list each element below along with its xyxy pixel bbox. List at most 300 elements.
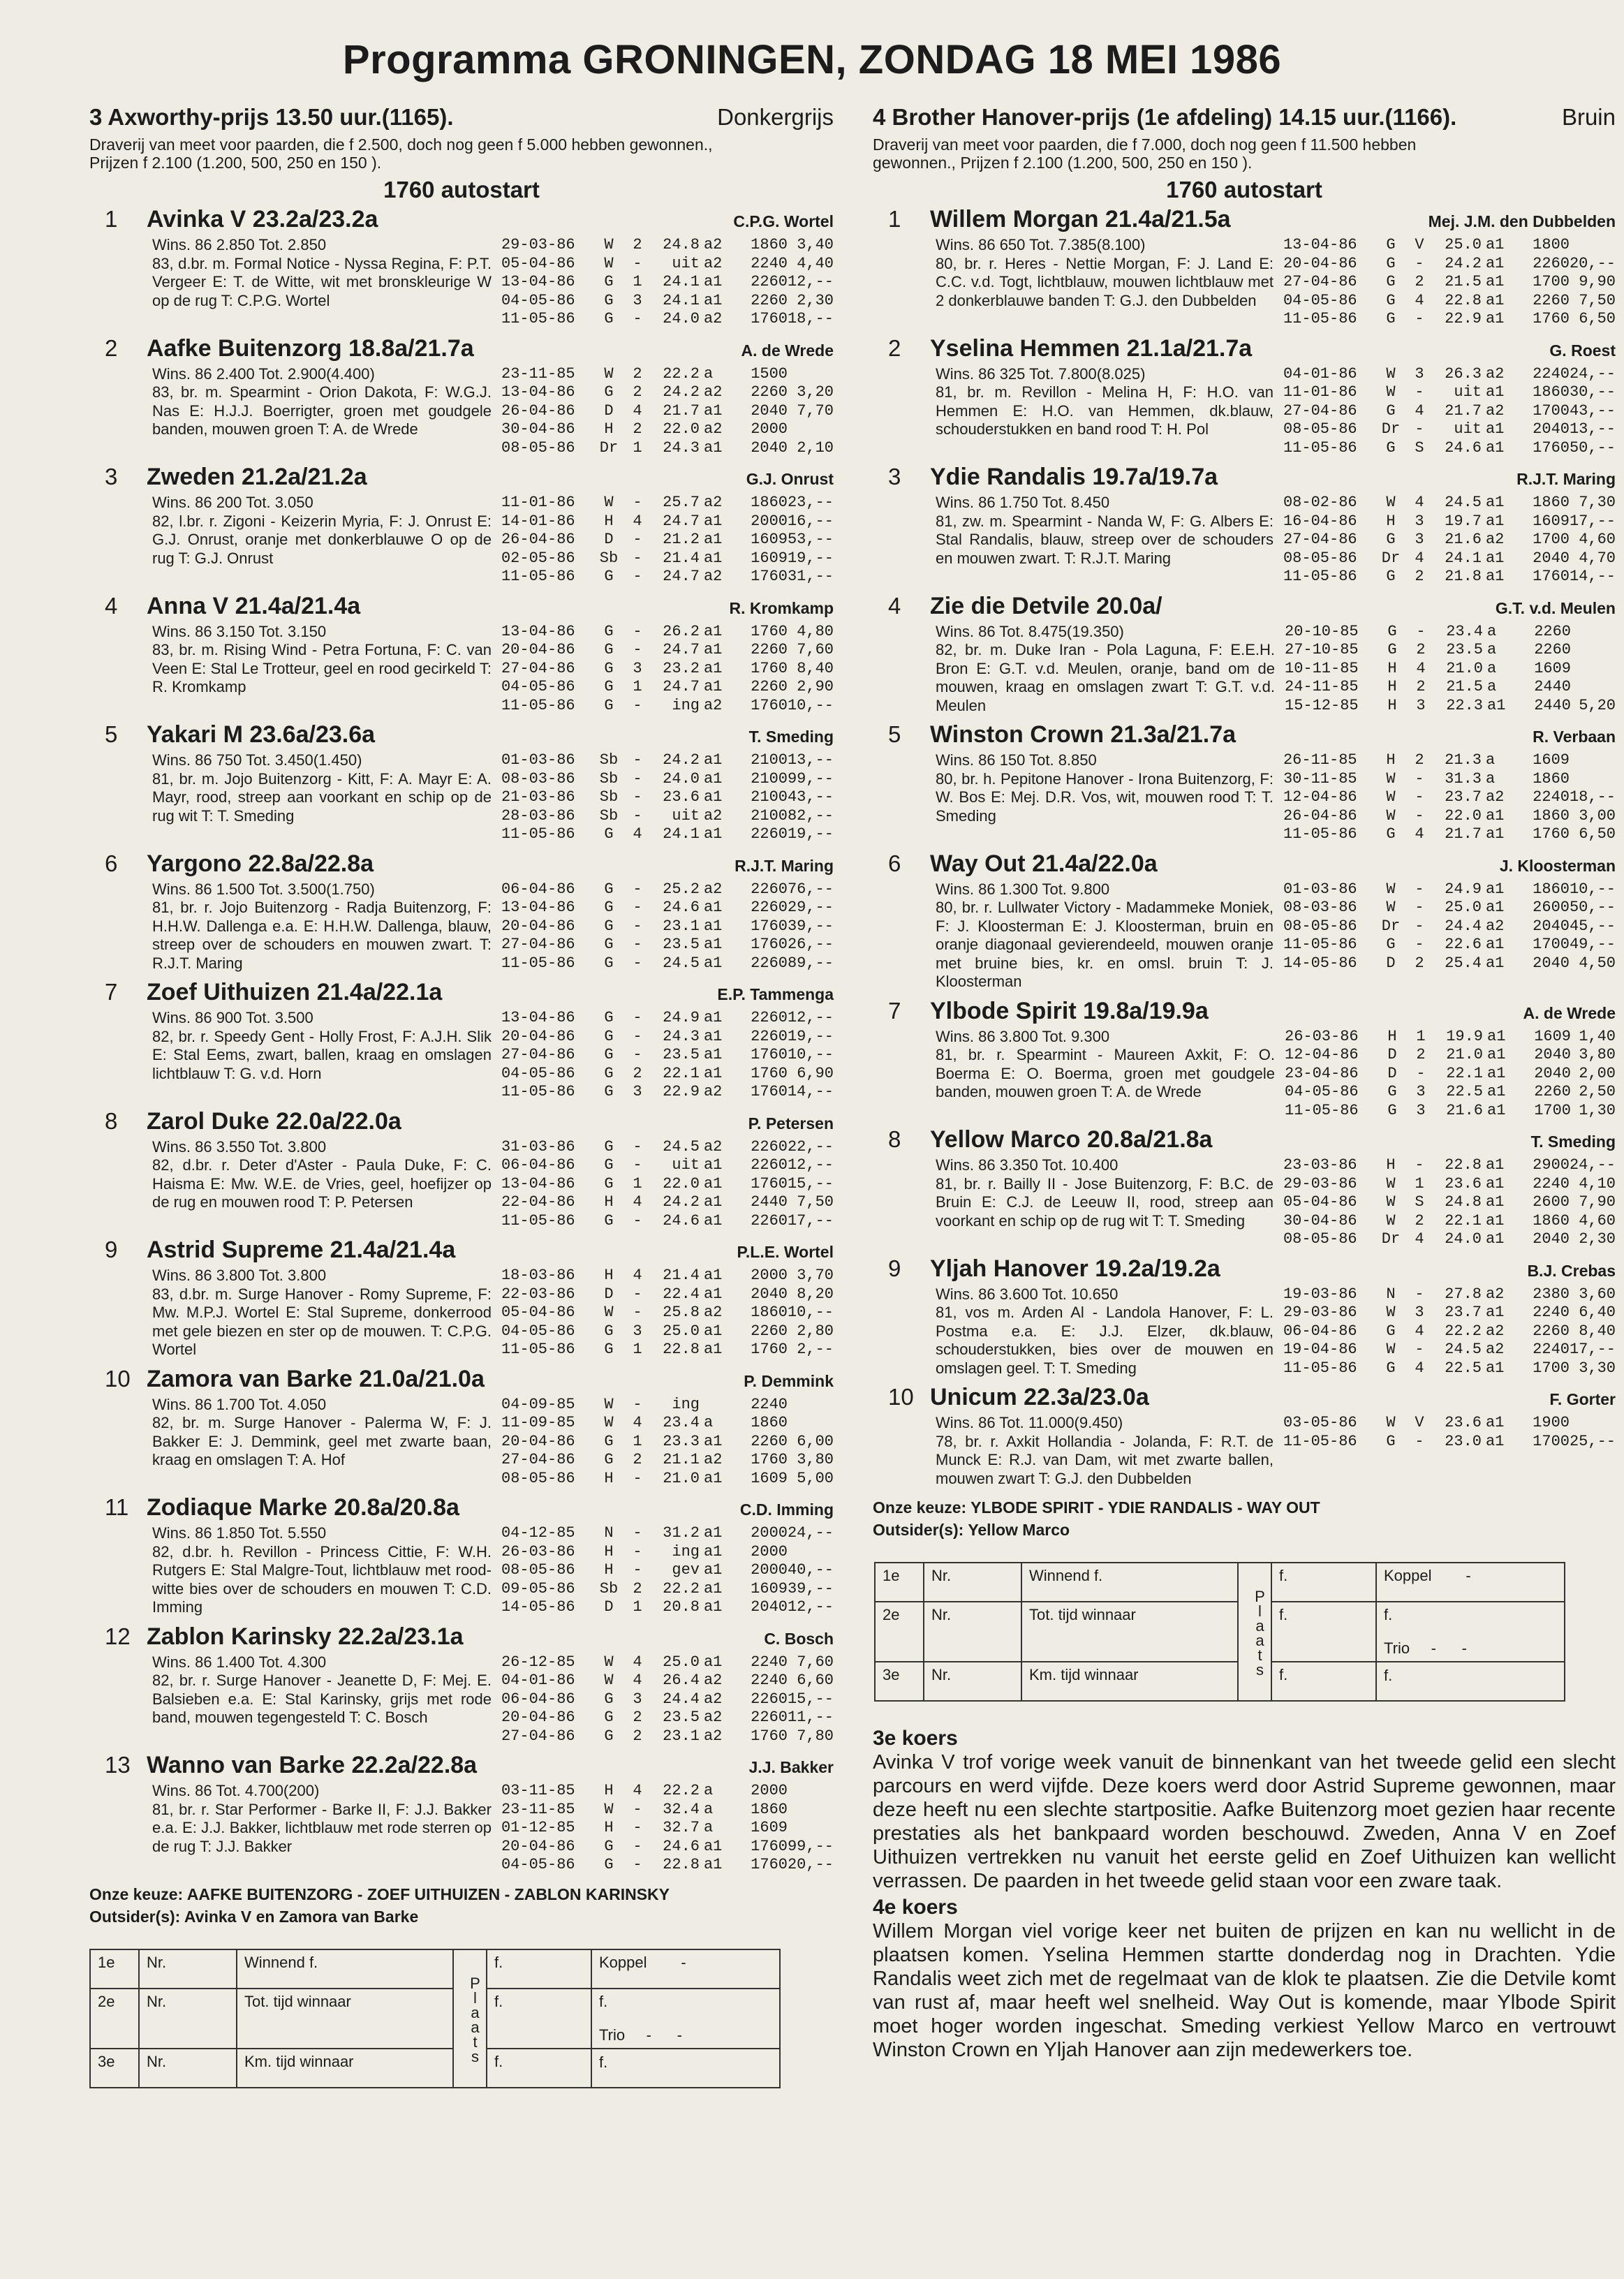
result-time: 24.5 bbox=[663, 954, 700, 972]
result-row bbox=[1283, 954, 1616, 973]
result-time: 22.1 bbox=[1446, 1064, 1483, 1082]
result-position: 4 bbox=[1415, 1322, 1424, 1340]
result-class: a1 bbox=[703, 1653, 723, 1671]
result-odds: 4,60 bbox=[1579, 1211, 1616, 1230]
result-time: 24.0 bbox=[663, 769, 700, 788]
result-position: - bbox=[1415, 310, 1424, 327]
result-time: 24.0 bbox=[1445, 1230, 1482, 1248]
bet-entry-row bbox=[90, 2049, 780, 2088]
horse-number: 7 bbox=[105, 979, 118, 1005]
result-time: 24.6 bbox=[663, 1837, 700, 1855]
result-date: 11-05-86 bbox=[1283, 438, 1357, 457]
result-distance: 1700 bbox=[1533, 1359, 1570, 1377]
horse-winnings: Wins. 86 3.150 Tot. 3.150 bbox=[152, 622, 327, 640]
horse-winnings: Wins. 86 200 Tot. 3.050 bbox=[152, 494, 313, 511]
horse-header bbox=[873, 997, 1616, 1028]
result-position: 4 bbox=[1415, 1230, 1424, 1248]
result-track: G bbox=[1386, 1322, 1396, 1340]
entry-nr[interactable]: Nr. bbox=[139, 1989, 237, 2049]
result-class: a bbox=[703, 1782, 714, 1799]
result-class: a1 bbox=[703, 1174, 723, 1193]
result-track: G bbox=[604, 1174, 614, 1193]
result-row bbox=[501, 641, 834, 660]
result-class: a2 bbox=[703, 236, 723, 253]
result-position: 4 bbox=[633, 1672, 642, 1689]
result-distance: 1609 bbox=[751, 531, 788, 548]
result-time: 21.5 bbox=[1446, 678, 1483, 695]
result-class: a1 bbox=[703, 1856, 723, 1873]
result-position: - bbox=[633, 310, 642, 327]
entry-amount[interactable]: f. bbox=[487, 2049, 591, 2088]
result-class: a1 bbox=[703, 1322, 723, 1340]
result-row bbox=[501, 273, 834, 292]
result-class: a1 bbox=[703, 899, 723, 916]
result-date: 01-03-86 bbox=[1283, 880, 1357, 898]
horse-number: 1 bbox=[105, 206, 118, 232]
result-class: a1 bbox=[703, 1156, 723, 1174]
result-time: uit bbox=[672, 806, 700, 825]
result-odds: 2,30 bbox=[1579, 1230, 1616, 1248]
result-date: 11-05-86 bbox=[501, 568, 575, 585]
result-distance: 1500 bbox=[751, 364, 788, 383]
result-track: W bbox=[604, 364, 614, 383]
horse-description bbox=[152, 1782, 501, 1875]
horse-header bbox=[89, 1107, 834, 1138]
result-class: a2 bbox=[703, 1137, 723, 1156]
result-row bbox=[1283, 255, 1616, 274]
horse-entry bbox=[89, 592, 834, 716]
result-track: H bbox=[1387, 678, 1397, 695]
result-position: - bbox=[1415, 1341, 1424, 1358]
result-position: 1 bbox=[633, 1174, 642, 1193]
result-distance: 2440 bbox=[751, 1193, 788, 1211]
result-track: G bbox=[604, 1211, 614, 1230]
result-time: 25.2 bbox=[663, 880, 700, 898]
result-track: G bbox=[604, 696, 614, 714]
result-time: 24.7 bbox=[663, 678, 700, 695]
result-odds bbox=[788, 1543, 834, 1562]
result-date: 12-04-86 bbox=[1283, 788, 1357, 806]
horse-body bbox=[936, 1285, 1616, 1378]
result-position: 4 bbox=[633, 1782, 642, 1799]
result-distance: 1760 bbox=[1533, 310, 1570, 327]
result-position: - bbox=[633, 1469, 642, 1487]
result-class: a1 bbox=[703, 1561, 723, 1579]
result-distance: 2600 bbox=[1533, 899, 1570, 916]
entry-nr[interactable]: Nr. bbox=[139, 1949, 237, 1989]
result-distance: 1760 bbox=[751, 936, 788, 953]
result-class: a1 bbox=[1485, 1230, 1505, 1248]
result-time: 24.7 bbox=[663, 568, 700, 585]
commentary-text: Avinka V trof vorige week vanuit de binnenkant van het tweede gelid een slecht parcours en werd vijfde. Deze koers werd door Astrid Supreme gewonnen, maar deze heeft nu een slechte startpositie. Aafke Buitenzorg moet gezien haar recente prestaties als het bankpaard worden beschouwd. Zweden, Anna V en Zoef Uithuizen vertrekken nu vanuit het eerste gelid en Zoef Uithuizen kan wellicht verrassen. De paarden in het tweede gelid staan voor een zware taak. bbox=[873, 1751, 1616, 1892]
result-position: 2 bbox=[633, 1727, 642, 1745]
result-odds: 12,-- bbox=[787, 1156, 834, 1174]
result-track: D bbox=[1387, 1046, 1397, 1063]
result-time: 23.7 bbox=[1445, 788, 1482, 806]
result-track: G bbox=[604, 880, 614, 898]
horse-description bbox=[152, 623, 501, 716]
horse-entry bbox=[89, 464, 834, 587]
horse-trainer: R.J.T. Maring bbox=[735, 856, 834, 875]
result-distance: 2040 bbox=[751, 438, 788, 457]
result-distance: 1609 bbox=[751, 1819, 788, 1836]
horse-header bbox=[89, 1494, 834, 1524]
result-distance: 1609 bbox=[751, 1469, 788, 1487]
result-date: 02-05-86 bbox=[501, 549, 575, 567]
horse-body bbox=[152, 1653, 834, 1746]
result-odds: 10,-- bbox=[1569, 880, 1616, 898]
result-date: 14-05-86 bbox=[1283, 954, 1357, 972]
result-date: 04-05-86 bbox=[501, 678, 575, 695]
result-track: G bbox=[604, 1156, 614, 1174]
result-date: 27-04-86 bbox=[501, 1046, 575, 1063]
result-distance: 2260 bbox=[751, 899, 788, 916]
result-date: 30-04-86 bbox=[501, 420, 575, 438]
result-odds: 2,30 bbox=[797, 291, 834, 309]
entry-combo[interactable]: Koppel - bbox=[591, 1949, 780, 1989]
result-track: G bbox=[1386, 1432, 1396, 1450]
horse-body bbox=[152, 1138, 834, 1231]
horse-name: Way Out 21.4a/22.0a bbox=[930, 850, 1158, 877]
result-class: a1 bbox=[703, 1542, 723, 1561]
result-odds: 6,90 bbox=[797, 1064, 834, 1082]
result-class: a1 bbox=[703, 954, 723, 972]
horse-trainer: A. de Wrede bbox=[741, 341, 834, 360]
result-time: 24.4 bbox=[663, 1690, 700, 1708]
result-track: W bbox=[604, 254, 614, 272]
horse-name: Aafke Buitenzorg 18.8a/21.7a bbox=[147, 334, 474, 362]
horse-winnings: Wins. 86 1.300 Tot. 9.800 bbox=[936, 880, 1110, 898]
horse-entry bbox=[873, 997, 1616, 1121]
result-time: uit bbox=[1454, 383, 1482, 401]
result-time: ing bbox=[672, 1542, 700, 1561]
result-track: Dr bbox=[1381, 1230, 1401, 1248]
entry-amount[interactable]: f. bbox=[487, 1989, 591, 2049]
horse-results bbox=[501, 1396, 834, 1489]
horse-name: Winston Crown 21.3a/21.7a bbox=[930, 721, 1237, 748]
result-date: 13-04-86 bbox=[501, 899, 575, 916]
entry-amount[interactable]: f. bbox=[1271, 1602, 1376, 1662]
horse-trainer: P.L.E. Wortel bbox=[737, 1243, 834, 1261]
horse-name: Yakari M 23.6a/23.6a bbox=[147, 721, 376, 748]
result-distance: 1860 bbox=[751, 236, 788, 253]
result-position: - bbox=[1415, 383, 1424, 401]
result-position: - bbox=[1415, 880, 1424, 898]
result-track: D bbox=[1387, 1064, 1397, 1082]
result-distance: 2040 bbox=[751, 1285, 788, 1303]
result-row bbox=[501, 550, 834, 568]
result-time: 23.0 bbox=[1445, 1432, 1482, 1450]
entry-combo[interactable]: Koppel - bbox=[1376, 1563, 1565, 1602]
result-time: 22.1 bbox=[663, 1064, 700, 1082]
horse-winnings: Wins. 86 3.800 Tot. 9.300 bbox=[936, 1027, 1110, 1045]
result-date: 11-01-86 bbox=[501, 494, 575, 511]
result-odds: 17,-- bbox=[1569, 512, 1616, 530]
result-class: a2 bbox=[703, 1690, 723, 1708]
result-distance: 1760 bbox=[751, 1451, 788, 1468]
result-class: a1 bbox=[703, 1524, 723, 1542]
result-date: 03-05-86 bbox=[1283, 1414, 1357, 1431]
result-track: G bbox=[1386, 310, 1396, 327]
result-distance: 2260 bbox=[1534, 1083, 1571, 1100]
result-date: 23-11-85 bbox=[501, 364, 575, 383]
result-class: a1 bbox=[703, 273, 723, 290]
result-distance: 2260 bbox=[1533, 291, 1570, 309]
result-time: 21.7 bbox=[663, 401, 700, 420]
result-row bbox=[1283, 420, 1616, 439]
result-position: - bbox=[1415, 788, 1424, 806]
result-odds: 6,50 bbox=[1579, 310, 1616, 327]
horse-results bbox=[501, 1138, 834, 1231]
result-row bbox=[1285, 641, 1616, 660]
result-date: 16-04-86 bbox=[1283, 512, 1357, 530]
result-row bbox=[501, 1156, 834, 1175]
result-track: G bbox=[604, 383, 614, 401]
result-distance: 2240 bbox=[751, 254, 788, 272]
entry-nr[interactable]: Nr. bbox=[924, 1602, 1021, 1662]
result-class: a1 bbox=[1485, 899, 1505, 916]
result-position: 4 bbox=[1415, 494, 1424, 511]
result-time: 23.5 bbox=[663, 1046, 700, 1063]
result-time: 21.4 bbox=[663, 1267, 700, 1284]
horse-pedigree: 81, br. r. Jojo Buitenzorg - Radja Buitenzorg, F: H.H.W. Dallenga e.a. E: H.H.W. Dallenga, blauw, streep over de schouders en mouwen zwart. T: R.J.T. Maring bbox=[152, 899, 492, 972]
result-odds bbox=[788, 1414, 834, 1433]
result-time: gev bbox=[672, 1561, 700, 1579]
result-odds: 19,-- bbox=[787, 549, 834, 567]
result-position: - bbox=[1415, 254, 1424, 272]
result-position: S bbox=[1415, 1193, 1424, 1211]
result-date: 22-03-86 bbox=[501, 1285, 575, 1303]
result-track: Sb bbox=[599, 549, 619, 567]
result-date: 11-05-86 bbox=[1283, 310, 1357, 327]
result-row bbox=[501, 1801, 834, 1820]
horse-pedigree: 81, br. m. Jojo Buitenzorg - Kitt, F: A. Mayr E: A. Mayr, rood, streep aan voorkant en schip op de rug wit T: T. Smeding bbox=[152, 769, 492, 825]
result-date: 11-05-86 bbox=[1283, 568, 1357, 585]
outsiders: Outsider(s): Avinka V en Zamora van Barke bbox=[89, 1907, 419, 1926]
result-distance: 1760 bbox=[1533, 568, 1570, 585]
entry-combo[interactable]: f. bbox=[1376, 1662, 1565, 1701]
horse-body bbox=[152, 751, 834, 844]
result-date: 26-03-86 bbox=[501, 1542, 575, 1561]
horse-results bbox=[501, 880, 834, 973]
horse-name: Avinka V 23.2a/23.2a bbox=[147, 206, 378, 233]
result-class: a2 bbox=[1485, 917, 1505, 935]
horse-header bbox=[89, 1237, 834, 1267]
horse-description bbox=[936, 623, 1285, 716]
result-track: G bbox=[604, 1432, 614, 1450]
horse-trainer: A. de Wrede bbox=[1523, 1003, 1616, 1022]
result-row bbox=[1283, 512, 1616, 531]
result-odds: 30,-- bbox=[1569, 383, 1616, 401]
horse-results bbox=[1283, 236, 1616, 329]
result-row bbox=[501, 954, 834, 973]
result-distance: 2000 bbox=[751, 1524, 788, 1542]
result-position: 2 bbox=[1415, 1211, 1424, 1230]
result-row bbox=[501, 1561, 834, 1580]
result-row bbox=[1283, 292, 1616, 311]
entry-combo[interactable]: f. Trio - - bbox=[591, 1989, 780, 2049]
result-distance: 2240 bbox=[1533, 1341, 1570, 1358]
result-date: 11-05-86 bbox=[501, 1211, 575, 1230]
entry-combo[interactable]: f. Trio - - bbox=[1376, 1602, 1565, 1662]
result-time: 24.7 bbox=[663, 641, 700, 658]
result-position: 4 bbox=[633, 1653, 642, 1671]
entry-nr[interactable]: Nr. bbox=[924, 1662, 1021, 1701]
horse-number: 3 bbox=[888, 464, 901, 489]
result-track: W bbox=[1386, 1174, 1396, 1193]
result-row bbox=[1283, 310, 1616, 329]
result-distance: 1760 bbox=[751, 1064, 788, 1082]
result-date: 18-03-86 bbox=[501, 1267, 575, 1284]
result-distance: 1860 bbox=[1533, 494, 1570, 511]
result-position: 1 bbox=[633, 1341, 642, 1358]
result-class: a1 bbox=[1485, 1414, 1505, 1431]
result-odds: 14,-- bbox=[787, 1083, 834, 1100]
horse-trainer: R. Kromkamp bbox=[729, 598, 834, 617]
result-date: 11-05-86 bbox=[501, 825, 575, 843]
result-time: 21.0 bbox=[663, 1469, 700, 1487]
result-odds: 15,-- bbox=[787, 1690, 834, 1708]
result-class: a1 bbox=[703, 531, 723, 548]
result-row bbox=[1283, 1193, 1616, 1212]
horse-entry bbox=[89, 1752, 834, 1875]
result-row bbox=[501, 420, 834, 439]
entry-nr[interactable]: Nr. bbox=[924, 1563, 1021, 1602]
result-distance: 2600 bbox=[1533, 1193, 1570, 1211]
result-track: Sb bbox=[599, 1579, 619, 1598]
result-row bbox=[1283, 1341, 1616, 1359]
race-title: 3 Axworthy-prijs 13.50 uur.(1165). bbox=[89, 104, 454, 130]
result-class: a1 bbox=[703, 1837, 723, 1855]
result-row bbox=[501, 1285, 834, 1304]
result-date: 13-04-86 bbox=[501, 1174, 575, 1193]
result-odds: 9,90 bbox=[1579, 273, 1616, 290]
result-date: 31-03-86 bbox=[501, 1137, 575, 1156]
result-track: N bbox=[1386, 1285, 1396, 1303]
horse-description bbox=[152, 494, 501, 587]
result-date: 06-04-86 bbox=[501, 1690, 575, 1708]
result-date: 12-04-86 bbox=[1285, 1046, 1359, 1063]
result-row bbox=[501, 1065, 834, 1084]
result-date: 20-04-86 bbox=[1283, 254, 1357, 272]
horse-body bbox=[152, 623, 834, 716]
result-class: a1 bbox=[703, 1027, 723, 1045]
result-row bbox=[1283, 568, 1616, 587]
commentary bbox=[873, 1727, 1616, 2062]
result-distance: 2100 bbox=[751, 751, 788, 769]
race-title: 4 Brother Hanover-prijs (1e afdeling) 14.15 uur.(1166). bbox=[873, 104, 1457, 130]
entry-amount[interactable]: f. bbox=[487, 1949, 591, 1989]
result-date: 08-05-86 bbox=[501, 438, 575, 457]
result-row bbox=[1283, 880, 1616, 899]
result-class: a bbox=[1487, 641, 1497, 658]
result-odds: 50,-- bbox=[1569, 899, 1616, 916]
result-row bbox=[501, 494, 834, 512]
entry-combo[interactable]: f. bbox=[591, 2049, 780, 2088]
result-track: W bbox=[604, 1395, 614, 1413]
result-track: Dr bbox=[1381, 549, 1401, 567]
result-track: W bbox=[1386, 494, 1396, 511]
result-track: H bbox=[604, 420, 614, 438]
entry-amount[interactable]: f. bbox=[1271, 1563, 1376, 1602]
result-time: uit bbox=[672, 1156, 700, 1174]
result-class: a1 bbox=[703, 1341, 723, 1358]
result-distance: 1760 bbox=[751, 622, 788, 640]
result-position: - bbox=[633, 788, 642, 806]
result-time: 21.7 bbox=[1445, 825, 1482, 843]
result-row bbox=[501, 1175, 834, 1194]
result-odds: 23,-- bbox=[787, 494, 834, 511]
result-distance: 2260 bbox=[751, 383, 788, 401]
result-odds: 4,10 bbox=[1579, 1174, 1616, 1193]
result-odds bbox=[788, 1396, 834, 1415]
commentary-heading: 4e koers bbox=[873, 1896, 958, 1919]
result-odds: 19,-- bbox=[787, 1027, 834, 1045]
horse-number: 12 bbox=[105, 1623, 131, 1649]
result-class: a1 bbox=[1485, 420, 1505, 438]
result-odds: 3,80 bbox=[1579, 1046, 1616, 1063]
result-class: a1 bbox=[704, 1432, 723, 1450]
result-class bbox=[700, 1396, 730, 1415]
result-time: 23.2 bbox=[663, 659, 700, 677]
result-time: 21.1 bbox=[663, 1451, 700, 1468]
horse-header bbox=[89, 334, 834, 365]
horse-pedigree: 82, d.br. r. Deter d'Aster - Paula Duke, F: C. Haisma E: Mw. W.E. de Vries, geel, hoefijzer op de rug en mouwen rood T: P. Petersen bbox=[152, 1156, 492, 1211]
result-track: Sb bbox=[599, 769, 619, 788]
horse-entry bbox=[89, 334, 834, 458]
result-time: 23.6 bbox=[1445, 1174, 1482, 1193]
result-date: 09-05-86 bbox=[501, 1579, 575, 1598]
horse-body bbox=[152, 365, 834, 458]
result-position: - bbox=[633, 1856, 642, 1873]
horse-winnings: Wins. 86 650 Tot. 7.385(8.100) bbox=[936, 236, 1146, 253]
result-distance: 2240 bbox=[1533, 364, 1570, 383]
result-time: 19.7 bbox=[1445, 512, 1482, 530]
horse-number: 6 bbox=[105, 850, 118, 876]
result-distance: 1760 bbox=[751, 1046, 788, 1063]
horse-winnings: Wins. 86 Tot. 4.700(200) bbox=[152, 1782, 320, 1799]
result-row bbox=[501, 1138, 834, 1157]
result-odds: 12,-- bbox=[787, 273, 834, 290]
horse-description bbox=[152, 1138, 501, 1231]
result-odds: 4,60 bbox=[1579, 531, 1616, 548]
result-date: 19-03-86 bbox=[1283, 1285, 1357, 1303]
result-class: a1 bbox=[1485, 1304, 1505, 1321]
horse-number: 9 bbox=[888, 1255, 901, 1281]
horse-winnings: Wins. 86 Tot. 8.475(19.350) bbox=[936, 622, 1124, 640]
result-time: 25.0 bbox=[663, 1322, 700, 1340]
result-time: 22.8 bbox=[663, 1341, 700, 1358]
result-position: - bbox=[633, 880, 642, 898]
result-track: G bbox=[1386, 236, 1396, 253]
result-distance: 1760 bbox=[751, 310, 788, 327]
entry-amount[interactable]: f. bbox=[1271, 1662, 1376, 1701]
result-class: a1 bbox=[1485, 273, 1505, 290]
horse-pedigree: 81, br. r. Star Performer - Barke II, F: J.J. Bakker e.a. E: J.J. Bakker, lichtblauw met rode sterren op de rug T: J.J. Bakker bbox=[152, 1800, 492, 1855]
result-row bbox=[501, 1083, 834, 1102]
result-class: a bbox=[703, 1819, 714, 1836]
horse-entry bbox=[873, 1255, 1616, 1378]
horse-results bbox=[1283, 880, 1616, 991]
horse-name: Zamora van Barke 21.0a/21.0a bbox=[147, 1365, 485, 1392]
entry-place: 2e bbox=[875, 1602, 924, 1662]
result-date: 29-03-86 bbox=[1283, 1174, 1357, 1193]
result-time: 31.2 bbox=[663, 1524, 700, 1542]
entry-nr[interactable]: Nr. bbox=[139, 2049, 237, 2088]
result-odds: 31,-- bbox=[787, 568, 834, 585]
result-row bbox=[501, 936, 834, 954]
result-distance: 2260 bbox=[1533, 254, 1570, 272]
